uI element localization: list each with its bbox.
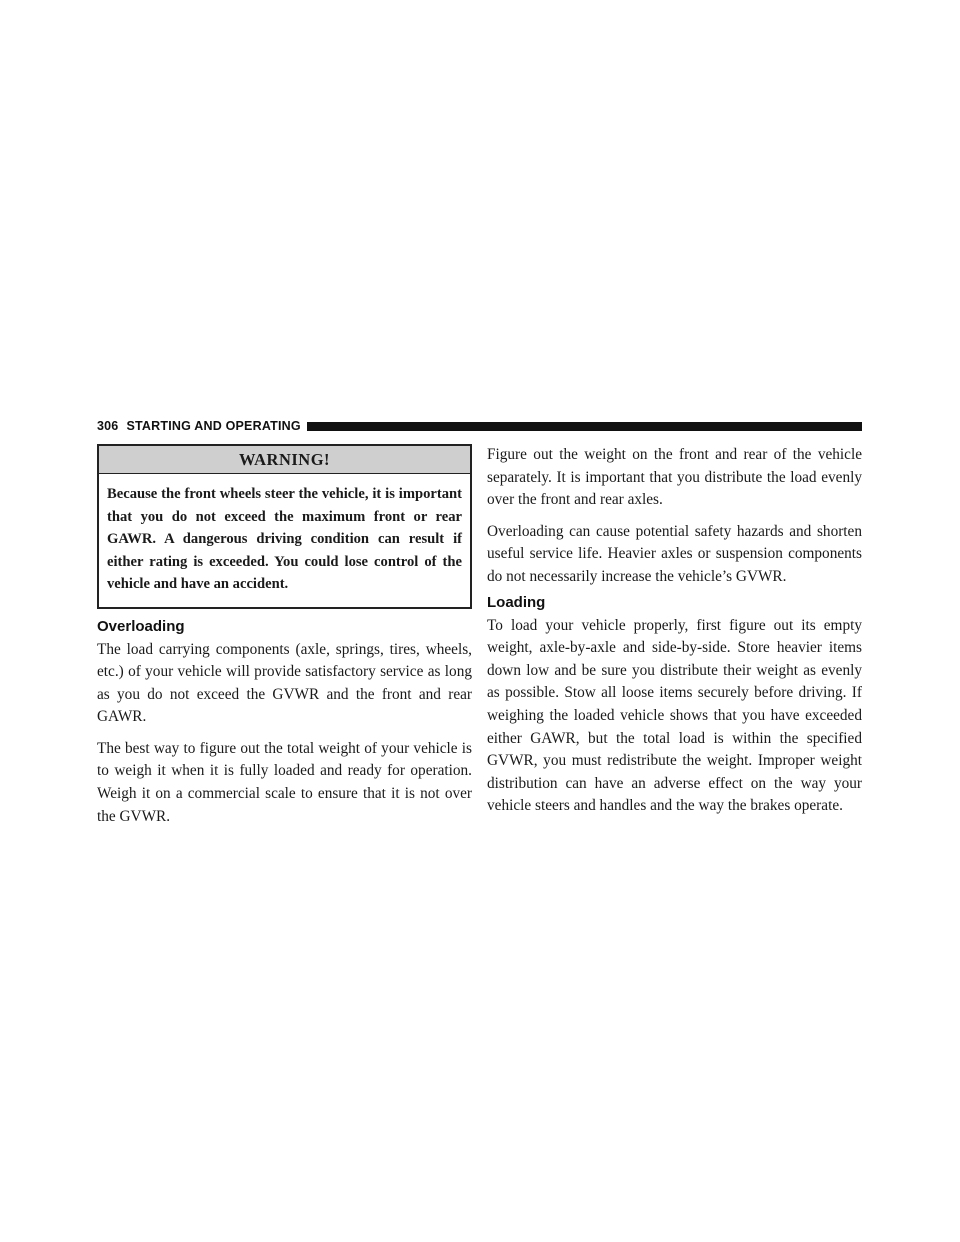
- warning-text: Because the front wheels steer the vehicle, it is important that you do not exceed the maximum front or rear GAWR. A dangerous driving condition can result if either rating is exceeded. You could lose control of the vehicle and have an accident.: [107, 486, 462, 592]
- page-header: [97, 419, 862, 433]
- page-number: 306: [97, 419, 119, 433]
- left-column: [97, 444, 472, 828]
- section-title: STARTING AND OPERATING: [126, 419, 301, 433]
- loading-heading: Loading: [487, 593, 546, 611]
- weight-distribution-paragraph: Figure out the weight on the front and rear of the vehicle separately. It is important that you distribute the load evenly over the front and rear axles.: [487, 446, 862, 509]
- overloading-heading: Overloading: [97, 617, 185, 635]
- right-column: [487, 444, 862, 818]
- loading-paragraph: To load your vehicle properly, first figure out its empty weight, axle-by-axle and side-by-side. Store heavier items down low and be sure you distribute their weight as evenly as possible. Stow all loose items securely before driving. If weighing the loaded vehicle shows that you have exceeded either GAWR, but the total load is within the specified GVWR, you must redistribute the weight. Improper weight distribution can have an adverse effect on the way your vehicle steers and handles and the way the brakes operate.: [487, 616, 862, 815]
- overloading-paragraph-2: The best way to figure out the total weight of your vehicle is to weigh it when it is fully loaded and ready for operation. Weigh it on a commercial scale to ensure that it is not over the GVWR.: [97, 739, 472, 825]
- header-rule: [307, 422, 862, 431]
- overloading-hazards-paragraph: Overloading can cause potential safety hazards and shorten useful service life. Heavier axles or suspension components do not necessarily increase the vehicle’s GVWR.: [487, 522, 862, 585]
- warning-title: WARNING!: [99, 446, 470, 474]
- overloading-paragraph-1: The load carrying components (axle, springs, tires, wheels, etc.) of your vehicle will provide satisfactory service as long as you do not exceed the GVWR and the front and rear GAWR.: [97, 640, 472, 726]
- warning-box: [97, 444, 472, 609]
